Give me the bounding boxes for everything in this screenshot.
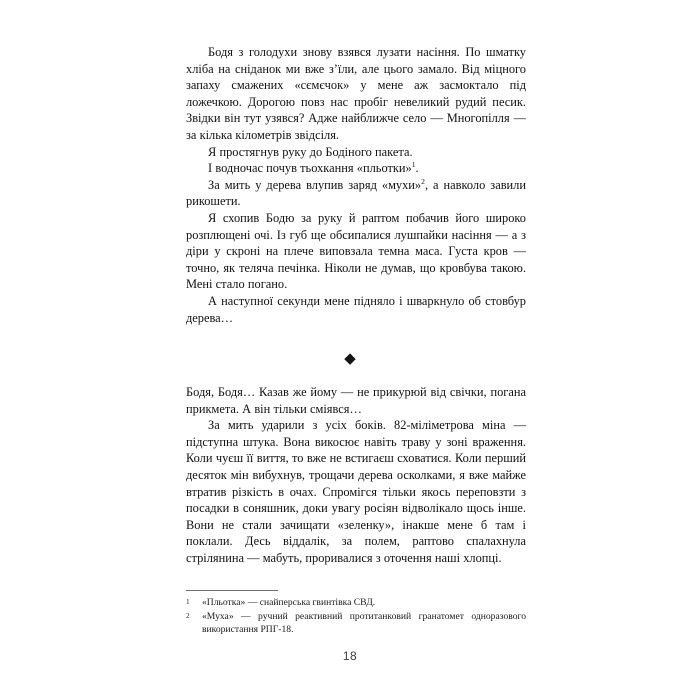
footnote-ref-1[interactable]: 1 <box>411 160 416 170</box>
paragraph-with-footnote-ref <box>186 177 526 210</box>
paragraph: Бодя, Бодя… Казав же йому — не прикурюй від свічки, погана прикмета. А він тільки сміявся… <box>186 385 526 416</box>
body-text-section-one <box>186 44 526 326</box>
footnote-separator-rule <box>186 590 278 591</box>
footnote-marker: 1 <box>186 598 190 606</box>
footnote-marker: 2 <box>186 611 190 620</box>
footnote-item <box>186 597 526 610</box>
paragraph-with-footnote-ref <box>186 160 526 177</box>
paragraph-text: За мить у дерева влупив заряд «мухи» <box>208 177 422 192</box>
footnotes-area <box>186 590 526 637</box>
footnote-ref-2[interactable]: 2 <box>421 176 425 186</box>
paragraph: Я схопив Бодю за руку й раптом побачив його широко розплющені очі. Із губ ще обсипалися лушпайки насіння — а з діри у скроні на плече виповзала темна маса. Густа кров — точно, як теляча печінка. Ніколи не думав, що кровбува такою. Мені стало погано. <box>186 210 526 292</box>
page-number: 18 <box>342 649 358 663</box>
paragraph: А наступної секунди мене підняло і шваркнуло об стовбур дерева… <box>186 293 526 325</box>
paragraph-text: І водночас почув тьохкання «пльотки» <box>208 161 412 176</box>
footnote-item <box>186 611 526 637</box>
paragraph: За мить ударили з усіх боків. 82-міліметрова міна — підступна штука. Вона викосює навіть траву у зоні враження. Коли чуєш її виття, то вже не встигаєш сховатися. Коли перший десяток мін вибухнув, трощачи дерева осколками, я вже майже втратив різкість в очах. Спромігся тільки якось переповзти з посадки в соняшник, доки увагу росіян відволікало щось інше. Вони не стали зачищати «зеленку», інакше мене б там і поклали. Десь віддалік, за полем, раптово спалахнула стрілянина — мабуть, проривалися з оточення наші хлопці. <box>186 418 526 565</box>
footnote-text: «Муха» — ручний реактивний протитанковий гранатомет одноразового використання РПГ-18. <box>202 610 526 635</box>
section-break-ornament: ◆ <box>344 351 356 367</box>
paragraph: Я простягнув руку до Бодіного пакета. <box>208 144 413 159</box>
paragraph: Бодя з голодухи знову взявся лузати насіння. По шматку хліба на сніданок ми вже з’їли, але цього замало. Від міцного запаху смажених «сємєчок» у мене аж засмоктало під ложечкою. Дорогою повз нас пробіг невеликий рудий песик. Звідки він тут узявся? Адже найближче село — Многопілля — за кілька кілометрів звідсіля. <box>186 45 526 142</box>
paragraph-text-tail: . <box>415 161 419 176</box>
paragraph-text-tail: , а навколо завили рикошети. <box>186 177 526 209</box>
footnote-text: «Пльотка» — снайперська гвинтівка СВД. <box>202 597 376 608</box>
body-text-section-two <box>186 384 526 567</box>
